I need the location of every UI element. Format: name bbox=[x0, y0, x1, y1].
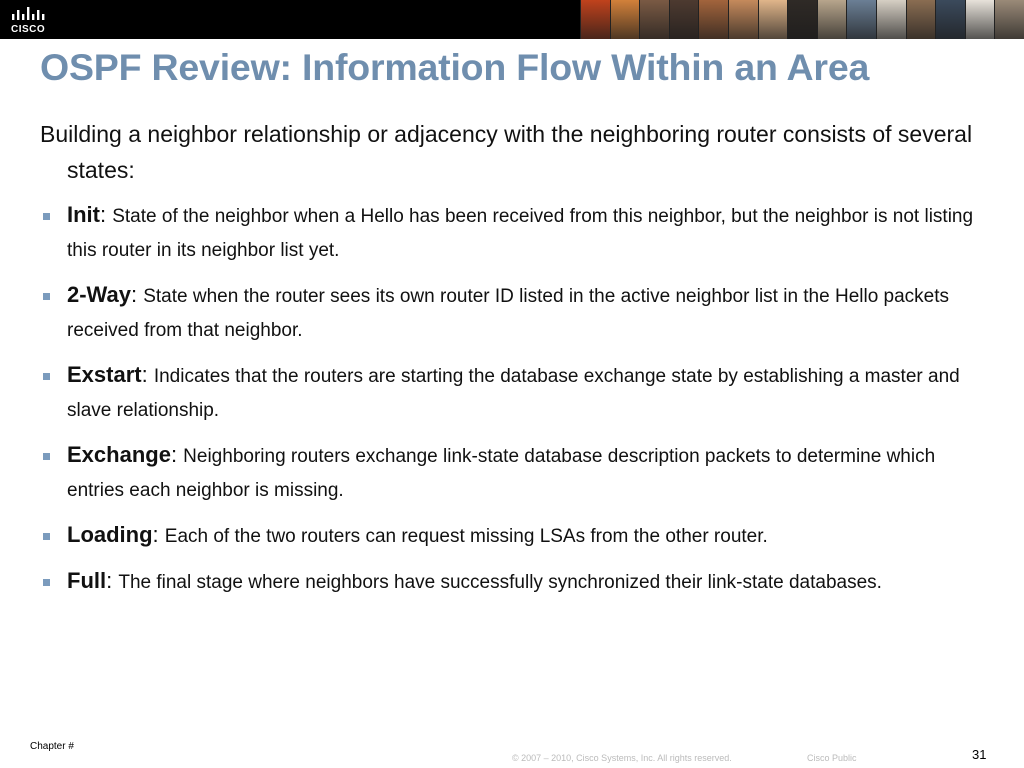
bullet-desc: State of the neighbor when a Hello has been received from this neighbor, but the neighbor is not listing this router in its neighbor list yet. bbox=[67, 206, 974, 261]
header-photo-tile bbox=[817, 0, 847, 39]
square-bullet-icon bbox=[43, 453, 50, 460]
header-photo-tile bbox=[758, 0, 788, 39]
header-photo-tile bbox=[728, 0, 758, 39]
square-bullet-icon bbox=[43, 213, 50, 220]
footer-copyright: © 2007 – 2010, Cisco Systems, Inc. All rights reserved. bbox=[512, 753, 732, 763]
header-photo-tile bbox=[935, 0, 965, 39]
bullet-item-init: Init: State of the neighbor when a Hello has been received from this neighbor, but the neighbor is not listing this router in its neighbor list yet. bbox=[40, 198, 980, 268]
footer-chapter: Chapter # bbox=[30, 741, 74, 752]
square-bullet-icon bbox=[43, 373, 50, 380]
square-bullet-icon bbox=[43, 579, 50, 586]
bullet-term: Full bbox=[67, 568, 107, 593]
slide-body bbox=[40, 116, 980, 610]
header-photo-tile bbox=[965, 0, 995, 39]
bullet-term: Exchange bbox=[67, 442, 171, 467]
bullet-term: Exstart bbox=[67, 362, 142, 387]
page-number: 31 bbox=[972, 747, 987, 762]
header-photo-tile bbox=[639, 0, 669, 39]
cisco-logo bbox=[10, 6, 60, 34]
bullet-item-loading: Loading: Each of the two routers can request missing LSAs from the other router. bbox=[40, 518, 980, 554]
header-photo-tile bbox=[994, 0, 1024, 39]
header-photo-tile bbox=[698, 0, 728, 39]
bullet-item-exchange: Exchange: Neighboring routers exchange link-state database description packets to determine which entries each neighbor is missing. bbox=[40, 438, 980, 508]
square-bullet-icon bbox=[43, 533, 50, 540]
bullet-desc: Indicates that the routers are starting the database exchange state by establishing a master and slave relationship. bbox=[67, 366, 960, 421]
logo-text: CISCO bbox=[11, 24, 46, 34]
header-photo-tile bbox=[906, 0, 936, 39]
header-photo-tile bbox=[669, 0, 699, 39]
square-bullet-icon bbox=[43, 293, 50, 300]
bullet-term: 2-Way bbox=[67, 282, 131, 307]
header-photo-tile bbox=[610, 0, 640, 39]
header-photo-tile bbox=[580, 0, 610, 39]
bullet-desc: State when the router sees its own router ID listed in the active neighbor list in the Hello packets received from that neighbor. bbox=[67, 286, 950, 341]
intro-text: Building a neighbor relationship or adjacency with the neighboring router consists of several states: bbox=[40, 121, 973, 183]
header-bar bbox=[0, 0, 1024, 39]
bullet-list bbox=[40, 198, 980, 600]
header-photo-tile bbox=[876, 0, 906, 39]
footer-classification: Cisco Public bbox=[807, 753, 857, 763]
bullet-item-full: Full: The final stage where neighbors have successfully synchronized their link-state databases. bbox=[40, 564, 980, 600]
bullet-term: Loading bbox=[67, 522, 153, 547]
header-photo-tile bbox=[846, 0, 876, 39]
bullet-item-exstart: Exstart: Indicates that the routers are starting the database exchange state by establishing a master and slave relationship. bbox=[40, 358, 980, 428]
slide-title: OSPF Review: Information Flow Within an Area bbox=[40, 46, 870, 88]
header-photo-strip bbox=[580, 0, 1024, 39]
bullet-desc: Neighboring routers exchange link-state database description packets to determine which entries each neighbor is missing. bbox=[67, 446, 936, 501]
bullet-item-2way: 2-Way: State when the router sees its own router ID listed in the active neighbor list in the Hello packets received from that neighbor. bbox=[40, 278, 980, 348]
header-photo-tile bbox=[787, 0, 817, 39]
bullet-desc: The final stage where neighbors have successfully synchronized their link-state databases. bbox=[118, 572, 882, 593]
bullet-term: Init bbox=[67, 202, 100, 227]
bullet-desc: Each of the two routers can request missing LSAs from the other router. bbox=[164, 526, 768, 547]
